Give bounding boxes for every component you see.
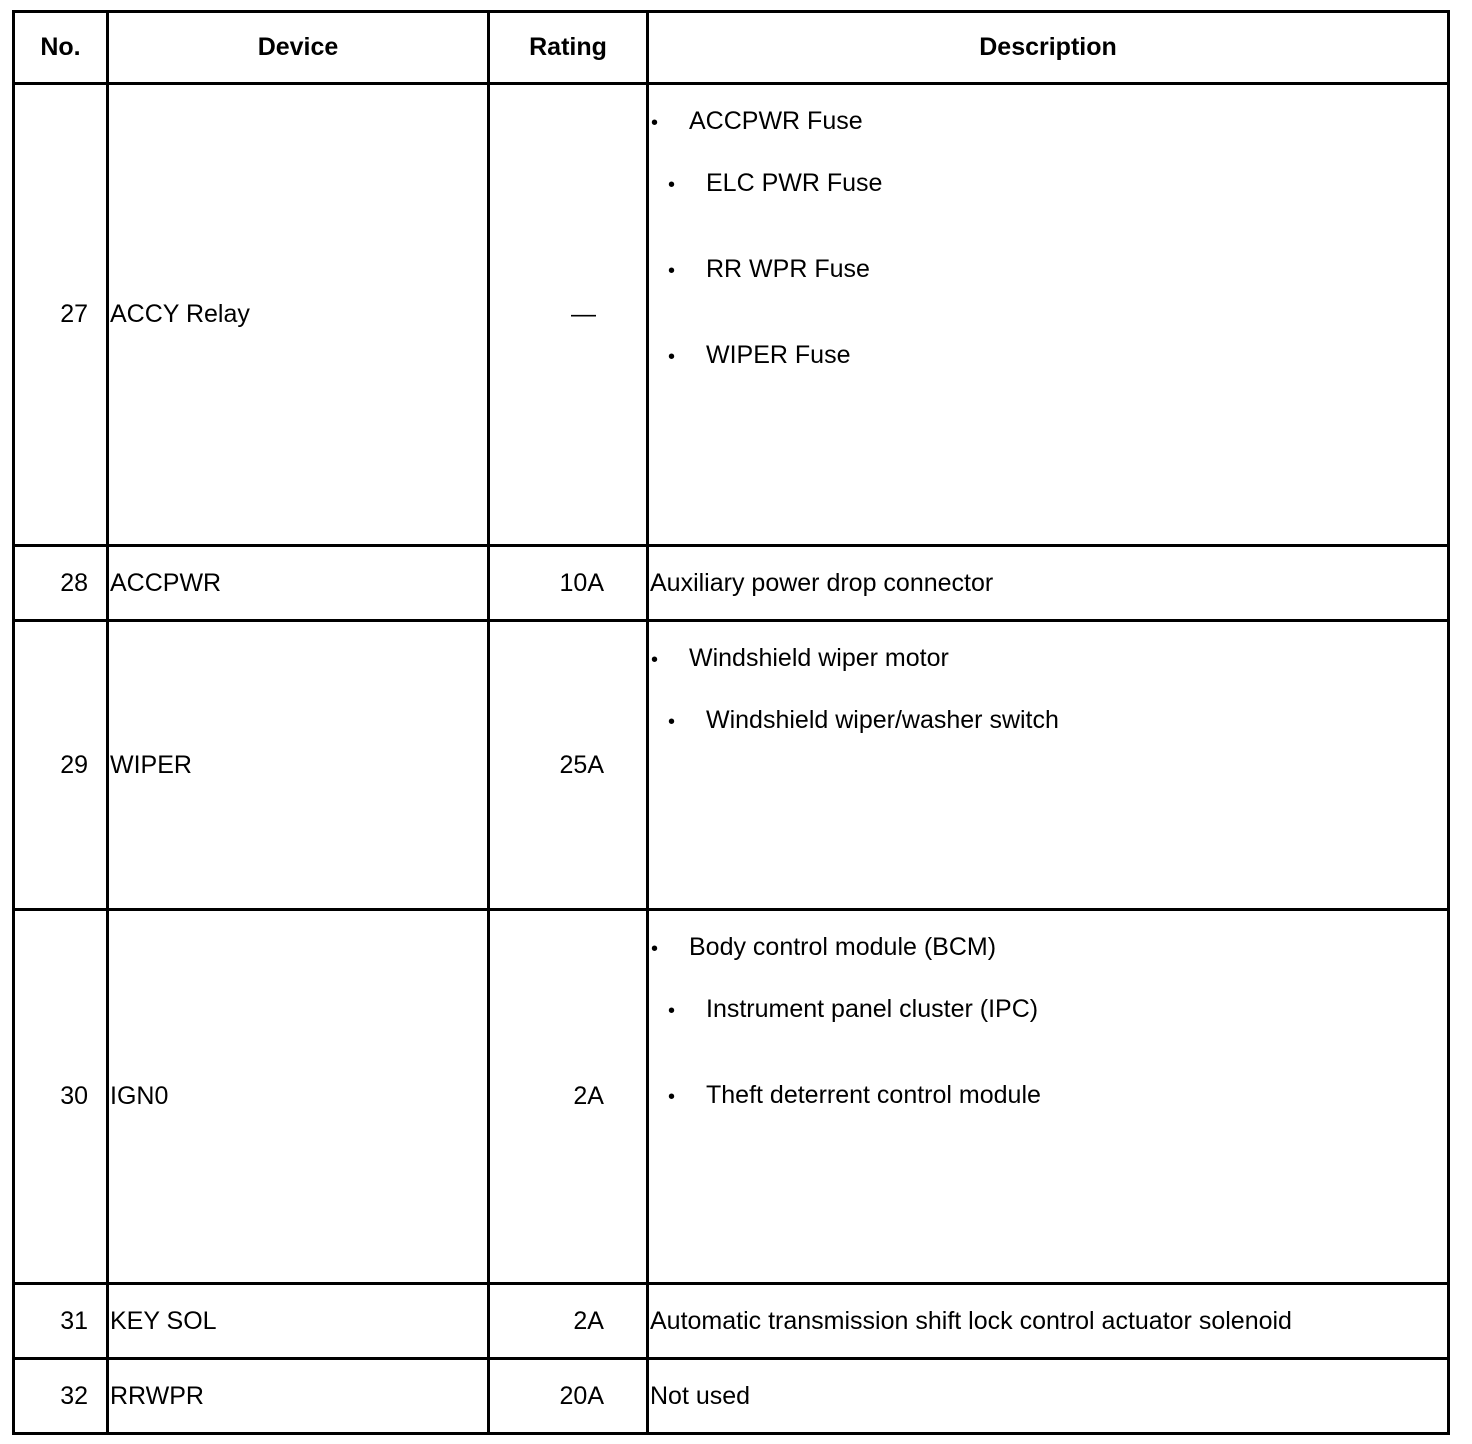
list-item: • ELC PWR Fuse [668,169,883,197]
rating-value: 10A [489,546,648,621]
table-row [14,546,1449,621]
row-number: 32 [14,1359,108,1434]
description-cell [648,84,1449,546]
header-row [14,12,1449,84]
list-item: • Theft deterrent control module [668,1081,1041,1109]
rating-value: 2A [489,1284,648,1359]
table-row [14,1284,1449,1359]
description-list [650,911,1447,1169]
bullet-icon: • [651,938,659,960]
description-cell: Not used [648,1359,1449,1434]
table-row [14,1359,1449,1434]
list-item: • Instrument panel cluster (IPC) [668,995,1039,1023]
header-rating: Rating [489,12,648,84]
rating-value: 20A [489,1359,648,1434]
device-name: ACCY Relay [108,84,489,546]
device-name: WIPER [108,621,489,910]
fuse-table-container [12,10,1450,1435]
device-name: ACCPWR [108,546,489,621]
list-item: • RR WPR Fuse [668,255,870,283]
bullet-icon: • [668,711,676,733]
header-description: Description [648,12,1449,84]
bullet-icon: • [668,346,676,368]
header-device: Device [108,12,489,84]
bullet-icon: • [651,649,659,671]
table-row [14,910,1449,1284]
rating-value: 25A [489,621,648,910]
list-item: • ACCPWR Fuse [651,107,863,135]
device-name: KEY SOL [108,1284,489,1359]
header-no: No. [14,12,108,84]
row-number: 29 [14,621,108,910]
list-item: • Body control module (BCM) [651,933,997,961]
bullet-icon: • [668,260,676,282]
device-name: RRWPR [108,1359,489,1434]
rating-value: 2A [489,910,648,1284]
row-number: 30 [14,910,108,1284]
description-cell [648,910,1449,1284]
device-name: IGN0 [108,910,489,1284]
rating-value: — [489,84,648,546]
row-number: 28 [14,546,108,621]
list-item: • Windshield wiper motor [651,644,949,672]
description-cell [648,621,1449,910]
description-list [650,622,1447,794]
fuse-table [12,10,1450,1435]
description-list [650,85,1447,429]
bullet-icon: • [668,174,676,196]
bullet-icon: • [668,1000,676,1022]
table-row [14,84,1449,546]
description-cell: Automatic transmission shift lock control actuator solenoid [648,1284,1449,1359]
bullet-icon: • [651,112,659,134]
row-number: 31 [14,1284,108,1359]
description-cell: Auxiliary power drop connector [648,546,1449,621]
list-item: • WIPER Fuse [668,341,851,369]
bullet-icon: • [668,1086,676,1108]
list-item: • Windshield wiper/washer switch [668,706,1059,734]
table-row [14,621,1449,910]
row-number: 27 [14,84,108,546]
